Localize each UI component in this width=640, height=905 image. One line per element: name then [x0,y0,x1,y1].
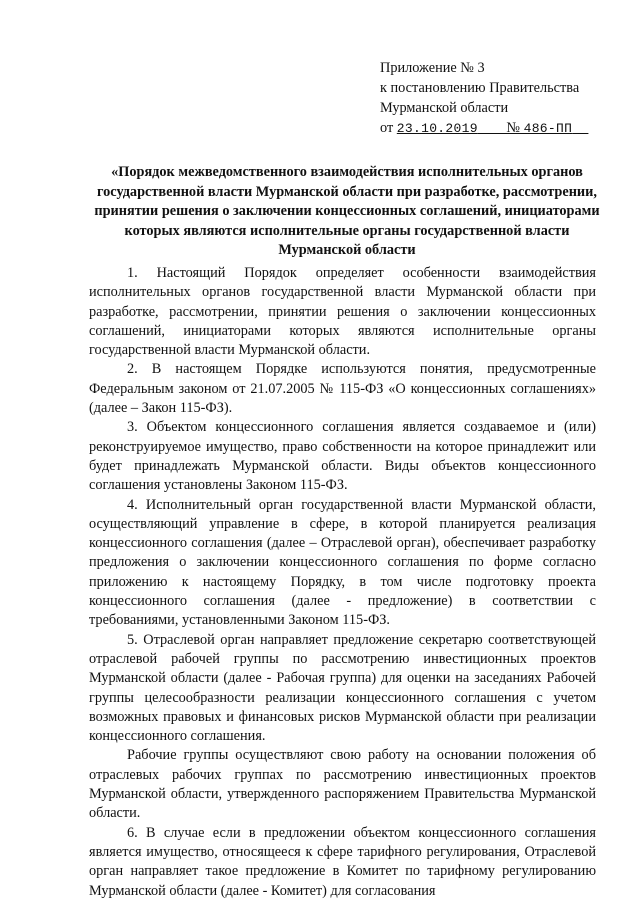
paragraph-1: 1. Настоящий Порядок определяет особенности взаимодействия исполнительных органов государственной власти Мурманской области при разработке, рассмотрении, принятии решения о заключении концессионных соглашений, инициаторами которых являются исполнительные органы государственной власти Мурманской области. [89,265,596,359]
paragraph-5-continued: Рабочие группы осуществляют свою работу на основании положения об отраслевых рабочих группах по рассмотрению инвестиционных проектов Мурманской области, утвержденного распоряжением Правительства Мурманской области. [89,747,596,822]
appendix-resolution-line: к постановлению Правительства [380,80,580,96]
appendix-date-line [380,118,630,139]
document-title: «Порядок межведомственного взаимодействия исполнительных органов государственной власти Мурманской области при разработке, рассмотрении, принятии решения о заключении концессионных соглашений, инициаторами которых являются исполнительные органы государственной власти Мурманской области [94,164,600,258]
paragraph-6: 6. В случае если в предложении объектом концессионного соглашения является имущество, относящееся к сфере тарифного регулирования, Отраслевой орган направляет такое предложение в Комитет по тарифному регулированию Мурманской области (далее - Комитет) для согласования [89,824,596,899]
appendix-number-line: Приложение № 3 [380,60,485,76]
document-body [89,264,596,901]
paragraph-4: 4. Исполнительный орган государственной власти Мурманской области, осуществляющий управление в сфере, в которой планируется реализация концессионного соглашения (далее – Отраслевой орган), обеспечивает разработку предложения о заключении концессионного соглашения по форме согласно приложению к настоящему Порядку, в том числе подготовку проекта концессионного соглашения (далее - предложение) в соответствии с требованиями, установленными Законом 115-ФЗ. [89,496,596,629]
paragraph-5: 5. Отраслевой орган направляет предложение секретарю соответствующей отраслевой рабочей группы по рассмотрению инвестиционных проектов Мурманской области (далее - Рабочая группа) для оценки на заседаниях Рабочей группы целесообразности реализации концессионного соглашения с учетом возможных правовых и финансовых рисков Мурманской области при реализации концессионного соглашения. [89,631,596,745]
resolution-date: 23.10.2019 [396,121,478,136]
paragraph-3: 3. Объектом концессионного соглашения является создаваемое и (или) реконструируемое имущество, право собственности на которое принадлежит или будет принадлежать Мурманской области. Виды объектов концессионного соглашения установлены Законом 115-ФЗ. [89,419,596,494]
date-prefix: от [380,120,394,136]
appendix-header [380,58,630,139]
appendix-region-line: Мурманской области [380,100,509,116]
number-label: № [506,120,521,136]
resolution-number: 486-ПП [523,121,573,136]
paragraph-2: 2. В настоящем Порядке используются понятия, предусмотренные Федеральным законом от 21.07.2005 № 115-ФЗ «О концессионных соглашениях» (далее – Закон 115-ФЗ). [89,361,596,417]
